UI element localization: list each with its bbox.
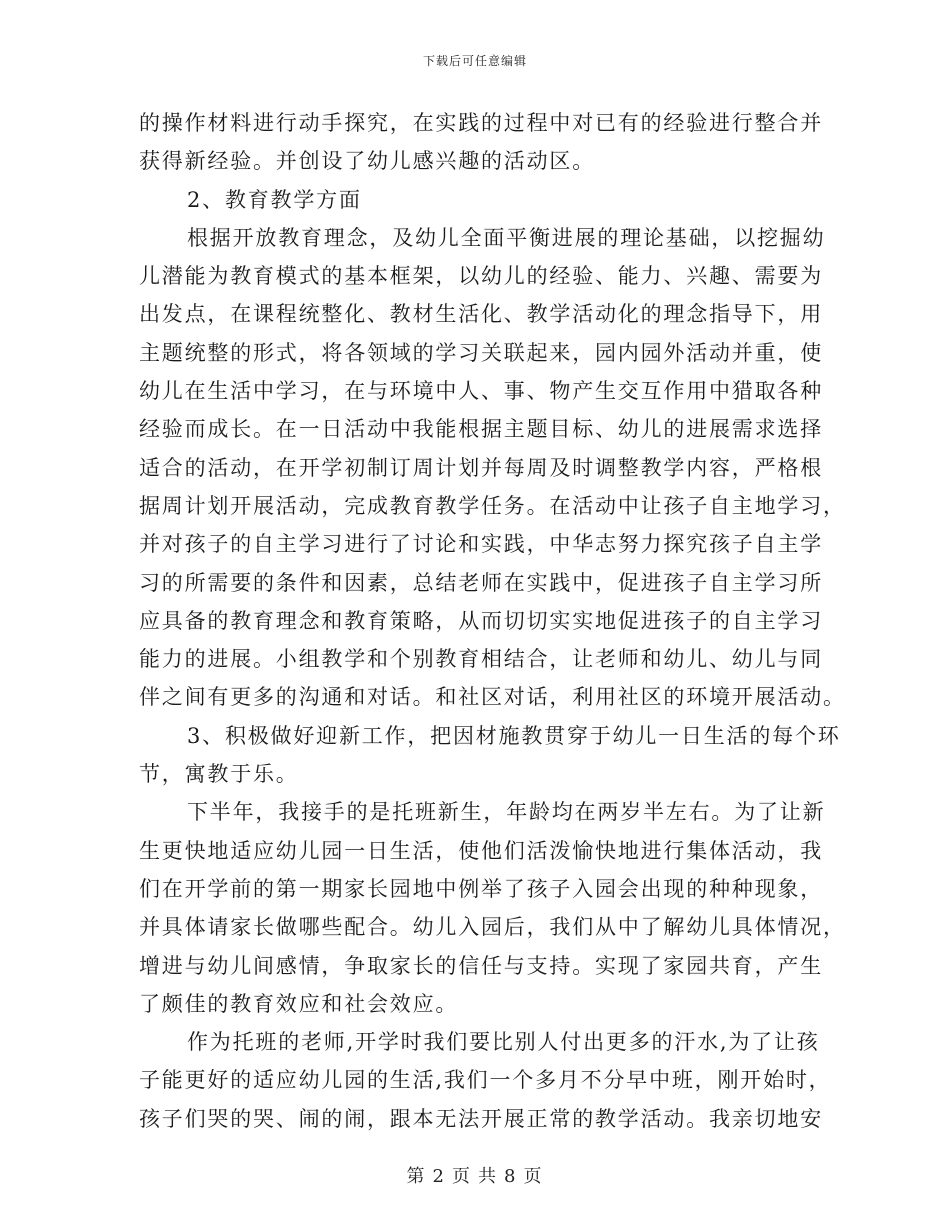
text-line: 孩子们哭的哭、闹的闹，跟本无法开展正常的教学活动。我亲切地安	[139, 1106, 823, 1131]
page-number	[0, 1162, 950, 1188]
text-line: 节，寓教于乐。	[139, 762, 299, 787]
text-line: 子能更好的适应幼儿园的生活,我们一个多月不分早中班，刚开始时，	[139, 1068, 832, 1093]
text-line: 习的所需要的条件和因素，总结老师在实践中，促进孩子自主学习所	[139, 570, 823, 595]
text-line: 应具备的教育理念和教育策略，从而切切实实地促进孩子的自主学习	[139, 608, 823, 633]
text-line: 增进与幼儿间感情，争取家长的信任与支持。实现了家园共育，产生	[139, 953, 823, 978]
text-line: 主题统整的形式，将各领域的学习关联起来，园内园外活动并重，使	[139, 340, 823, 365]
total-label: 共	[478, 1166, 498, 1187]
text-line: 的操作材料进行动手探究，在实践的过程中对已有的经验进行整合并	[139, 111, 823, 135]
current-page: 2	[432, 1166, 446, 1187]
text-line: 并具体请家长做哪些配合。幼儿入园后，我们从中了解幼儿具体情况，	[139, 915, 846, 940]
text-line: 下半年，我接手的是托班新生，年龄均在两岁半左右。为了让新	[187, 800, 826, 825]
text-line: 经验而成长。在一日活动中我能根据主题目标、幼儿的进展需求选择	[139, 417, 823, 442]
text-line: 据周计划开展活动，完成教育教学任务。在活动中让孩子自主地学习，	[139, 493, 846, 518]
total-pages: 8	[504, 1166, 518, 1187]
text-line: 们在开学前的第一期家长园地中例举了孩子入园会出现的种种现象，	[139, 876, 823, 901]
text-line: 了颇佳的教育效应和社会效应。	[139, 991, 459, 1016]
section-heading: 2、教育教学方面	[187, 187, 362, 212]
page-suffix: 页	[523, 1166, 544, 1187]
text-line: 获得新经验。并创设了幼儿感兴趣的活动区。	[139, 149, 595, 174]
section-heading: 3、积极做好迎新工作，把因材施教贯穿于幼儿一日生活的每个环	[187, 723, 841, 748]
header-note: 下载后可任意编辑	[422, 54, 527, 68]
body-text	[139, 104, 846, 1138]
text-line: 幼儿在生活中学习，在与环境中人、事、物产生交互作用中猎取各种	[139, 379, 823, 404]
page-label: 页	[452, 1166, 472, 1187]
text-line: 根据开放教育理念，及幼儿全面平衡进展的理论基础，以挖掘幼	[187, 225, 826, 250]
text-line: 作为托班的老师,开学时我们要比别人付出更多的汗水,为了让孩	[187, 1030, 820, 1055]
text-line: 儿潜能为教育模式的基本框架，以幼儿的经验、能力、兴趣、需要为	[139, 264, 823, 289]
text-line: 适合的活动，在开学初制订周计划并每周及时调整教学内容，严格根	[139, 455, 823, 480]
text-line: 能力的进展。小组教学和个别教育相结合，让老师和幼儿、幼儿与同	[139, 647, 823, 672]
text-line: 出发点，在课程统整化、教材生活化、教学活动化的理念指导下，用	[139, 302, 823, 327]
text-line: 生更快地适应幼儿园一日生活，使他们活泼愉快地进行集体活动，我	[139, 838, 823, 863]
page-prefix: 第	[406, 1166, 427, 1187]
text-line: 伴之间有更多的沟通和对话。和社区对话，利用社区的环境开展活动。	[139, 685, 846, 710]
text-line: 并对孩子的自主学习进行了讨论和实践，中华志努力探究孩子自主学	[139, 532, 823, 557]
